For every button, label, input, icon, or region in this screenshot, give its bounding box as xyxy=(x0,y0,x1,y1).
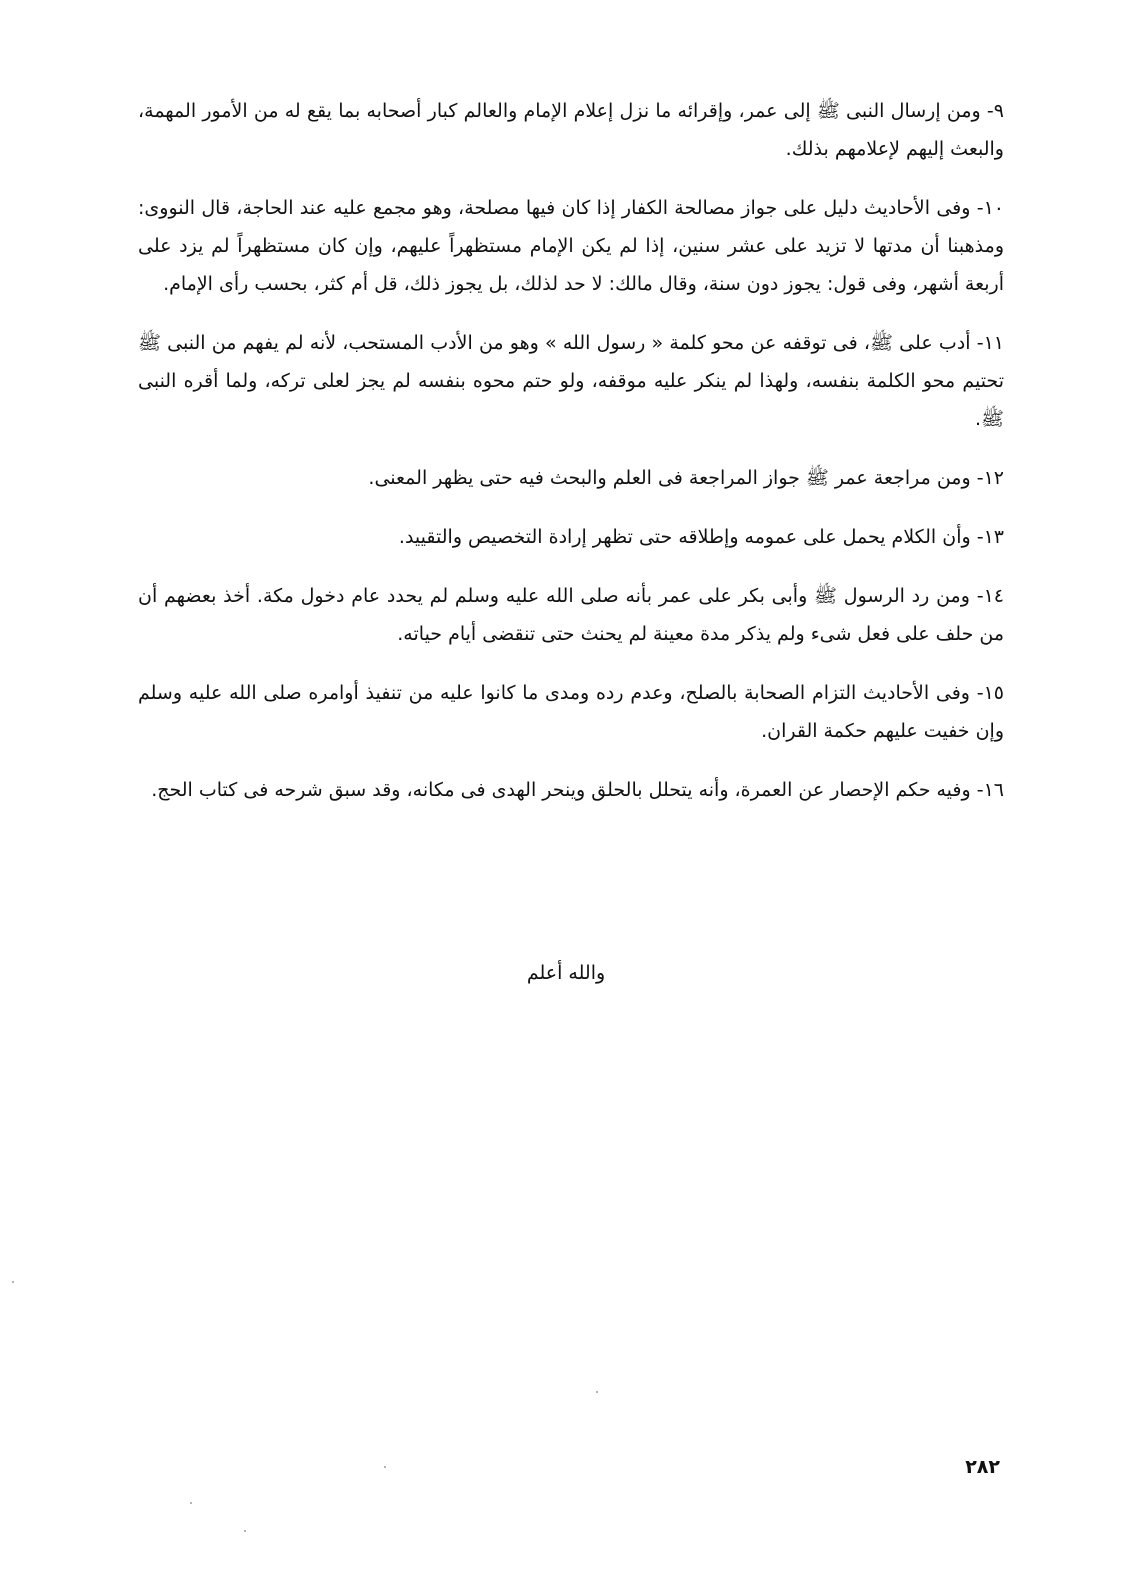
item-text: ومن إرسال النبى ﷺ إلى عمر، وإقرائه ما نزل إعلام الإمام والعالم كبار أصحابه بما يقع له من الأمور المهمة، والبعث إليهم لإعلامهم بذلك. xyxy=(138,100,1004,160)
scan-speck xyxy=(190,1502,192,1504)
closing-phrase: والله أعلم xyxy=(526,962,606,984)
item-text: وفيه حكم الإحصار عن العمرة، وأنه يتحلل بالحلق وينحر الهدى فى مكانه، وقد سبق شرحه فى كتاب الحج. xyxy=(151,779,971,801)
item-number: ١٥- xyxy=(976,682,1004,704)
scan-speck xyxy=(384,1466,386,1468)
scan-speck xyxy=(244,1530,246,1532)
list-item-14 xyxy=(138,577,1004,653)
item-text: وفى الأحاديث دليل على جواز مصالحة الكفار إذا كان فيها مصلحة، وهو مجمع عليه عند الحاجة، قال النووى: ومذهبنا أن مدتها لا تزيد على عشر سنين، إذا لم يكن الإمام مستظهراً عليهم، وإن كان مستظهراً لم يزد على أربعة أشهر، وفى قول: يجوز دون سنة، وقال مالك: لا حد لذلك، بل يجوز ذلك، قل أم كثر، بحسب رأى الإمام. xyxy=(138,197,1004,295)
list-item-11 xyxy=(138,324,1004,438)
item-text: أدب على ﷺ، فى توقفه عن محو كلمة « رسول الله » وهو من الأدب المستحب، لأنه لم يفهم من النبى ﷺ تحتيم محو الكلمة بنفسه، ولهذا لم ينكر عليه موقفه، ولو حتم محوه بنفسه لم يجز لعلى تركه، ولما أقره النبى ﷺ. xyxy=(138,332,1004,430)
item-text: ومن مراجعة عمر ﷺ جواز المراجعة فى العلم والبحث فيه حتى يظهر المعنى. xyxy=(368,467,971,489)
item-number: ١٠- xyxy=(976,197,1004,219)
list-item-16 xyxy=(138,771,1004,809)
numbered-list xyxy=(138,92,1004,830)
item-number: ٩- xyxy=(986,100,1004,122)
item-number: ١١- xyxy=(976,332,1004,354)
list-item-12 xyxy=(138,459,1004,497)
list-item-10 xyxy=(138,189,1004,303)
scan-speck xyxy=(596,1391,598,1393)
list-item-15 xyxy=(138,674,1004,750)
list-item-13 xyxy=(138,518,1004,556)
scan-speck xyxy=(12,1281,14,1283)
item-number: ١٣- xyxy=(976,526,1004,548)
item-text: وفى الأحاديث التزام الصحابة بالصلح، وعدم رده ومدى ما كانوا عليه من تنفيذ أوامره صلى الله عليه وسلم وإن خفيت عليهم حكمة القران. xyxy=(138,682,1004,742)
item-number: ١٦- xyxy=(976,779,1004,801)
page-number: ٢٨٢ xyxy=(965,1456,1000,1478)
item-text: وأن الكلام يحمل على عمومه وإطلاقه حتى تظهر إرادة التخصيص والتقييد. xyxy=(398,526,971,548)
item-number: ١٤- xyxy=(976,585,1004,607)
list-item-9 xyxy=(138,92,1004,168)
item-number: ١٢- xyxy=(976,467,1004,489)
item-text: ومن رد الرسول ﷺ وأبى بكر على عمر بأنه صلى الله عليه وسلم لم يحدد عام دخول مكة. أخذ بعضهم أن من حلف على فعل شىء ولم يذكر مدة معينة لم يحنث حتى تنقضى أيام حياته. xyxy=(138,585,1004,645)
